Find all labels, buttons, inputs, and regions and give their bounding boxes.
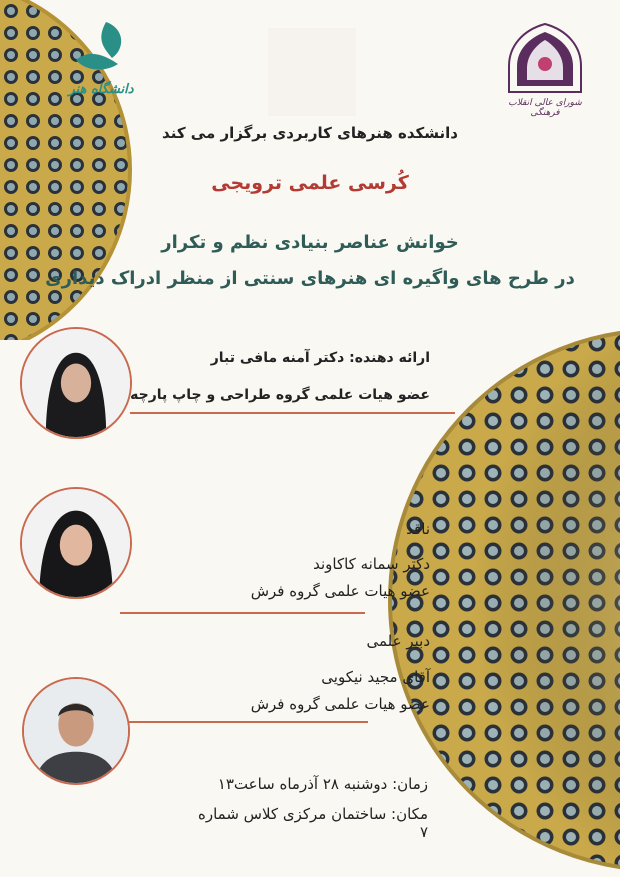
presenter-affiliation: عضو هیات علمی گروه طراحی و چاپ پارچه: [130, 387, 430, 403]
council-emblem-icon: [505, 22, 585, 94]
presenter-divider: [130, 412, 455, 414]
critic-name: دکتر سمانه کاکاوند: [313, 555, 430, 573]
presenter-photo: [20, 327, 132, 439]
person-icon: [22, 489, 130, 597]
talk-title-line2: در طرح های واگیره ای هنرهای سنتی از منظر ادراک دیداری: [45, 268, 575, 289]
secretary-affiliation: عضو هیات علمی گروه فرش: [250, 695, 430, 713]
event-place: مکان: ساختمان مرکزی کلاس شماره ۷: [197, 805, 428, 841]
talk-title-line1: خوانش عناصر بنیادی نظم و تکرار: [161, 232, 459, 253]
secretary-divider: [128, 721, 368, 723]
critic-divider: [120, 612, 365, 614]
secretary-photo: [22, 677, 130, 785]
event-type: کُرسی علمی ترویجی: [211, 172, 409, 194]
critic-affiliation: عضو هیات علمی گروه فرش: [250, 582, 430, 600]
council-logo-text: شورای عالی انقلاب فرهنگی: [508, 98, 582, 118]
university-logo-icon: [66, 18, 136, 78]
organizer-line: دانشکده هنرهای کاربردی برگزار می کند: [162, 124, 458, 142]
secretary-role: دبیر علمی: [366, 632, 430, 650]
university-logo-text: دانشگاه هنر: [68, 82, 134, 97]
university-logo: [66, 18, 136, 98]
critic-role: ناقد: [406, 520, 430, 538]
center-logo-placeholder: [268, 28, 356, 116]
person-icon: [22, 329, 130, 437]
secretary-name: آقای مجید نیکویی: [321, 668, 430, 686]
presenter-name: ارائه دهنده: دکتر آمنه مافی تبار: [210, 350, 430, 366]
council-logo: [505, 22, 585, 117]
event-time: زمان: دوشنبه ۲۸ آذرماه ساعت۱۳: [217, 775, 428, 793]
